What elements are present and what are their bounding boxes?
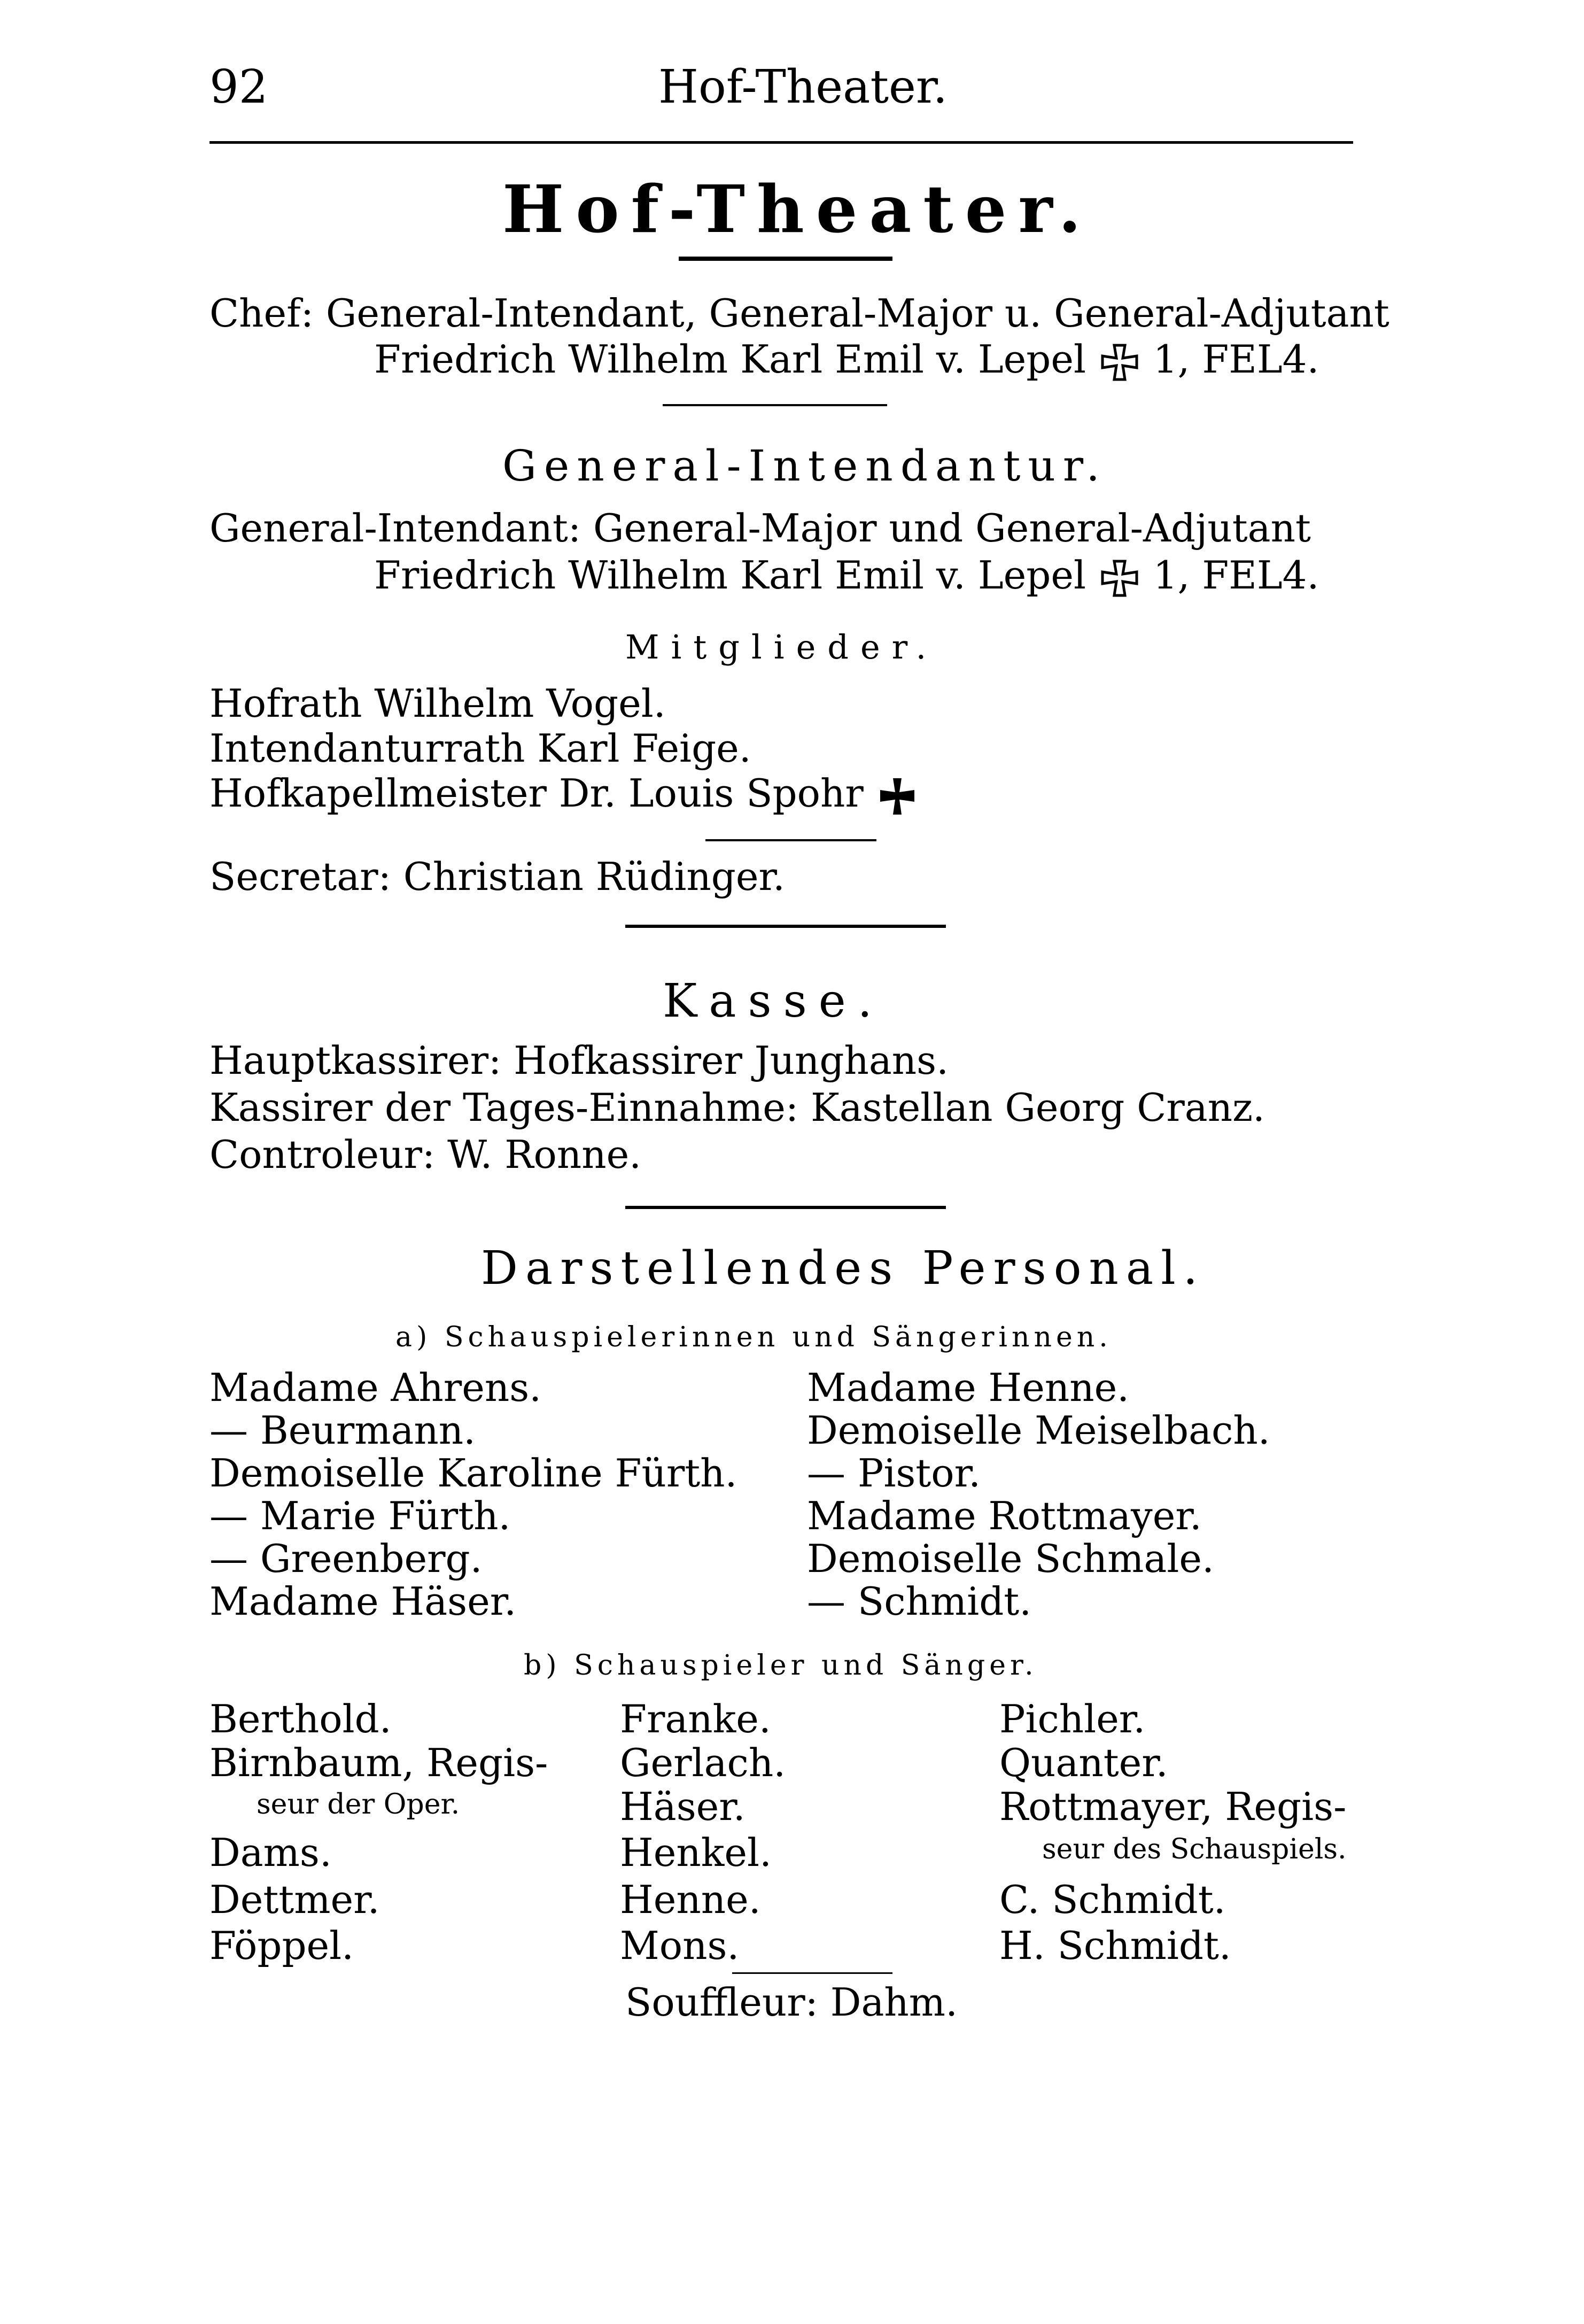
kasse-line: Kassirer der Tages-Einnahme: Kastellan Georg Cranz. [209, 1085, 1265, 1130]
cast-entry: Demoiselle Schmale. [807, 1536, 1214, 1581]
member-line [209, 771, 919, 818]
chef-line-1 [209, 291, 1389, 336]
order-cross-icon [1098, 559, 1141, 598]
chef-name: Friedrich Wilhelm Karl Emil v. Lepel [374, 337, 1086, 382]
page-title: Hof-Theater. [502, 171, 1093, 247]
cast-entry: — Schmidt. [807, 1579, 1032, 1624]
cast-entry: Henkel. [620, 1830, 772, 1875]
cast-entry: Berthold. [209, 1696, 392, 1741]
kasse-line: Controleur: W. Ronne. [209, 1132, 642, 1177]
cast-entry: Pichler. [999, 1696, 1146, 1741]
men-heading: b) Schauspieler und Sänger. [524, 1649, 1038, 1682]
cast-entry-note: seur des Schauspiels. [1042, 1833, 1347, 1865]
cast-entry: Madame Henne. [807, 1365, 1130, 1410]
section-rule [625, 925, 946, 928]
page-number: 92 [209, 60, 268, 114]
cast-entry: Madame Häser. [209, 1579, 517, 1624]
secretary-line: Secretar: Christian Rüdinger. [209, 854, 785, 899]
header-rule [209, 141, 1353, 144]
divider-rule [732, 1972, 892, 1974]
order-cross-icon [876, 775, 919, 818]
cast-entry: — Beurmann. [209, 1408, 476, 1453]
souffleur-line: Souffleur: Dahm. [625, 1980, 958, 2025]
intendant-label: General-Intendant: [209, 506, 581, 551]
chef-line-2 [374, 337, 1319, 382]
chef-label: Chef: [209, 291, 314, 336]
order-cross-icon [1098, 343, 1141, 382]
intendant-name: Friedrich Wilhelm Karl Emil v. Lepel [374, 553, 1086, 598]
intendant-line-1 [209, 506, 1311, 551]
intendant-title: General-Major und General-Adjutant [593, 506, 1311, 551]
running-title: Hof-Theater. [658, 60, 948, 114]
women-heading: a) Schauspielerinnen und Sängerinnen. [395, 1321, 1112, 1353]
intendant-decorations: 1, FEL4. [1153, 553, 1319, 598]
cast-entry: Madame Ahrens. [209, 1365, 542, 1410]
cast-entry: Mons. [620, 1923, 740, 1968]
kasse-line: Hauptkassirer: Hofkassirer Junghans. [209, 1038, 949, 1083]
chef-decorations: 1, FEL4. [1153, 337, 1319, 382]
cast-entry: Henne. [620, 1877, 761, 1922]
cast-entry: Gerlach. [620, 1740, 786, 1785]
cast-entry: Dams. [209, 1830, 332, 1875]
cast-entry: — Greenberg. [209, 1536, 483, 1581]
cast-entry: Föppel. [209, 1923, 354, 1968]
section-rule [625, 1206, 946, 1209]
cast-entry: — Marie Fürth. [209, 1493, 511, 1538]
cast-entry: Häser. [620, 1784, 746, 1829]
cast-entry: C. Schmidt. [999, 1877, 1226, 1922]
cast-entry: Demoiselle Meiselbach. [807, 1408, 1270, 1453]
cast-entry: H. Schmidt. [999, 1923, 1231, 1968]
member-name: Hofkapellmeister Dr. Louis Spohr [209, 771, 864, 816]
section-heading-intendantur: General-Intendantur. [502, 441, 1107, 491]
cast-entry: — Pistor. [807, 1451, 981, 1496]
cast-entry: Rottmayer, Regis- [999, 1784, 1347, 1829]
cast-entry: Demoiselle Karoline Fürth. [209, 1451, 737, 1496]
member-line: Hofrath Wilhelm Vogel. [209, 681, 666, 726]
cast-entry: Dettmer. [209, 1877, 380, 1922]
divider-rule [705, 839, 876, 841]
chef-title: General-Intendant, General-Major u. General-Adjutant [325, 291, 1389, 336]
chef-rule [663, 404, 887, 406]
intendant-line-2 [374, 553, 1319, 598]
cast-entry: Quanter. [999, 1740, 1168, 1785]
cast-entry-note: seur der Oper. [257, 1788, 460, 1821]
title-rule [679, 257, 892, 261]
members-heading: Mitglieder. [625, 628, 938, 667]
cast-entry: Birnbaum, Regis- [209, 1740, 548, 1785]
cast-entry: Franke. [620, 1696, 771, 1741]
member-line: Intendanturrath Karl Feige. [209, 726, 751, 771]
cast-entry: Madame Rottmayer. [807, 1493, 1202, 1538]
section-heading-kasse: Kasse. [663, 974, 884, 1028]
section-heading-personal: Darstellendes Personal. [481, 1242, 1206, 1295]
